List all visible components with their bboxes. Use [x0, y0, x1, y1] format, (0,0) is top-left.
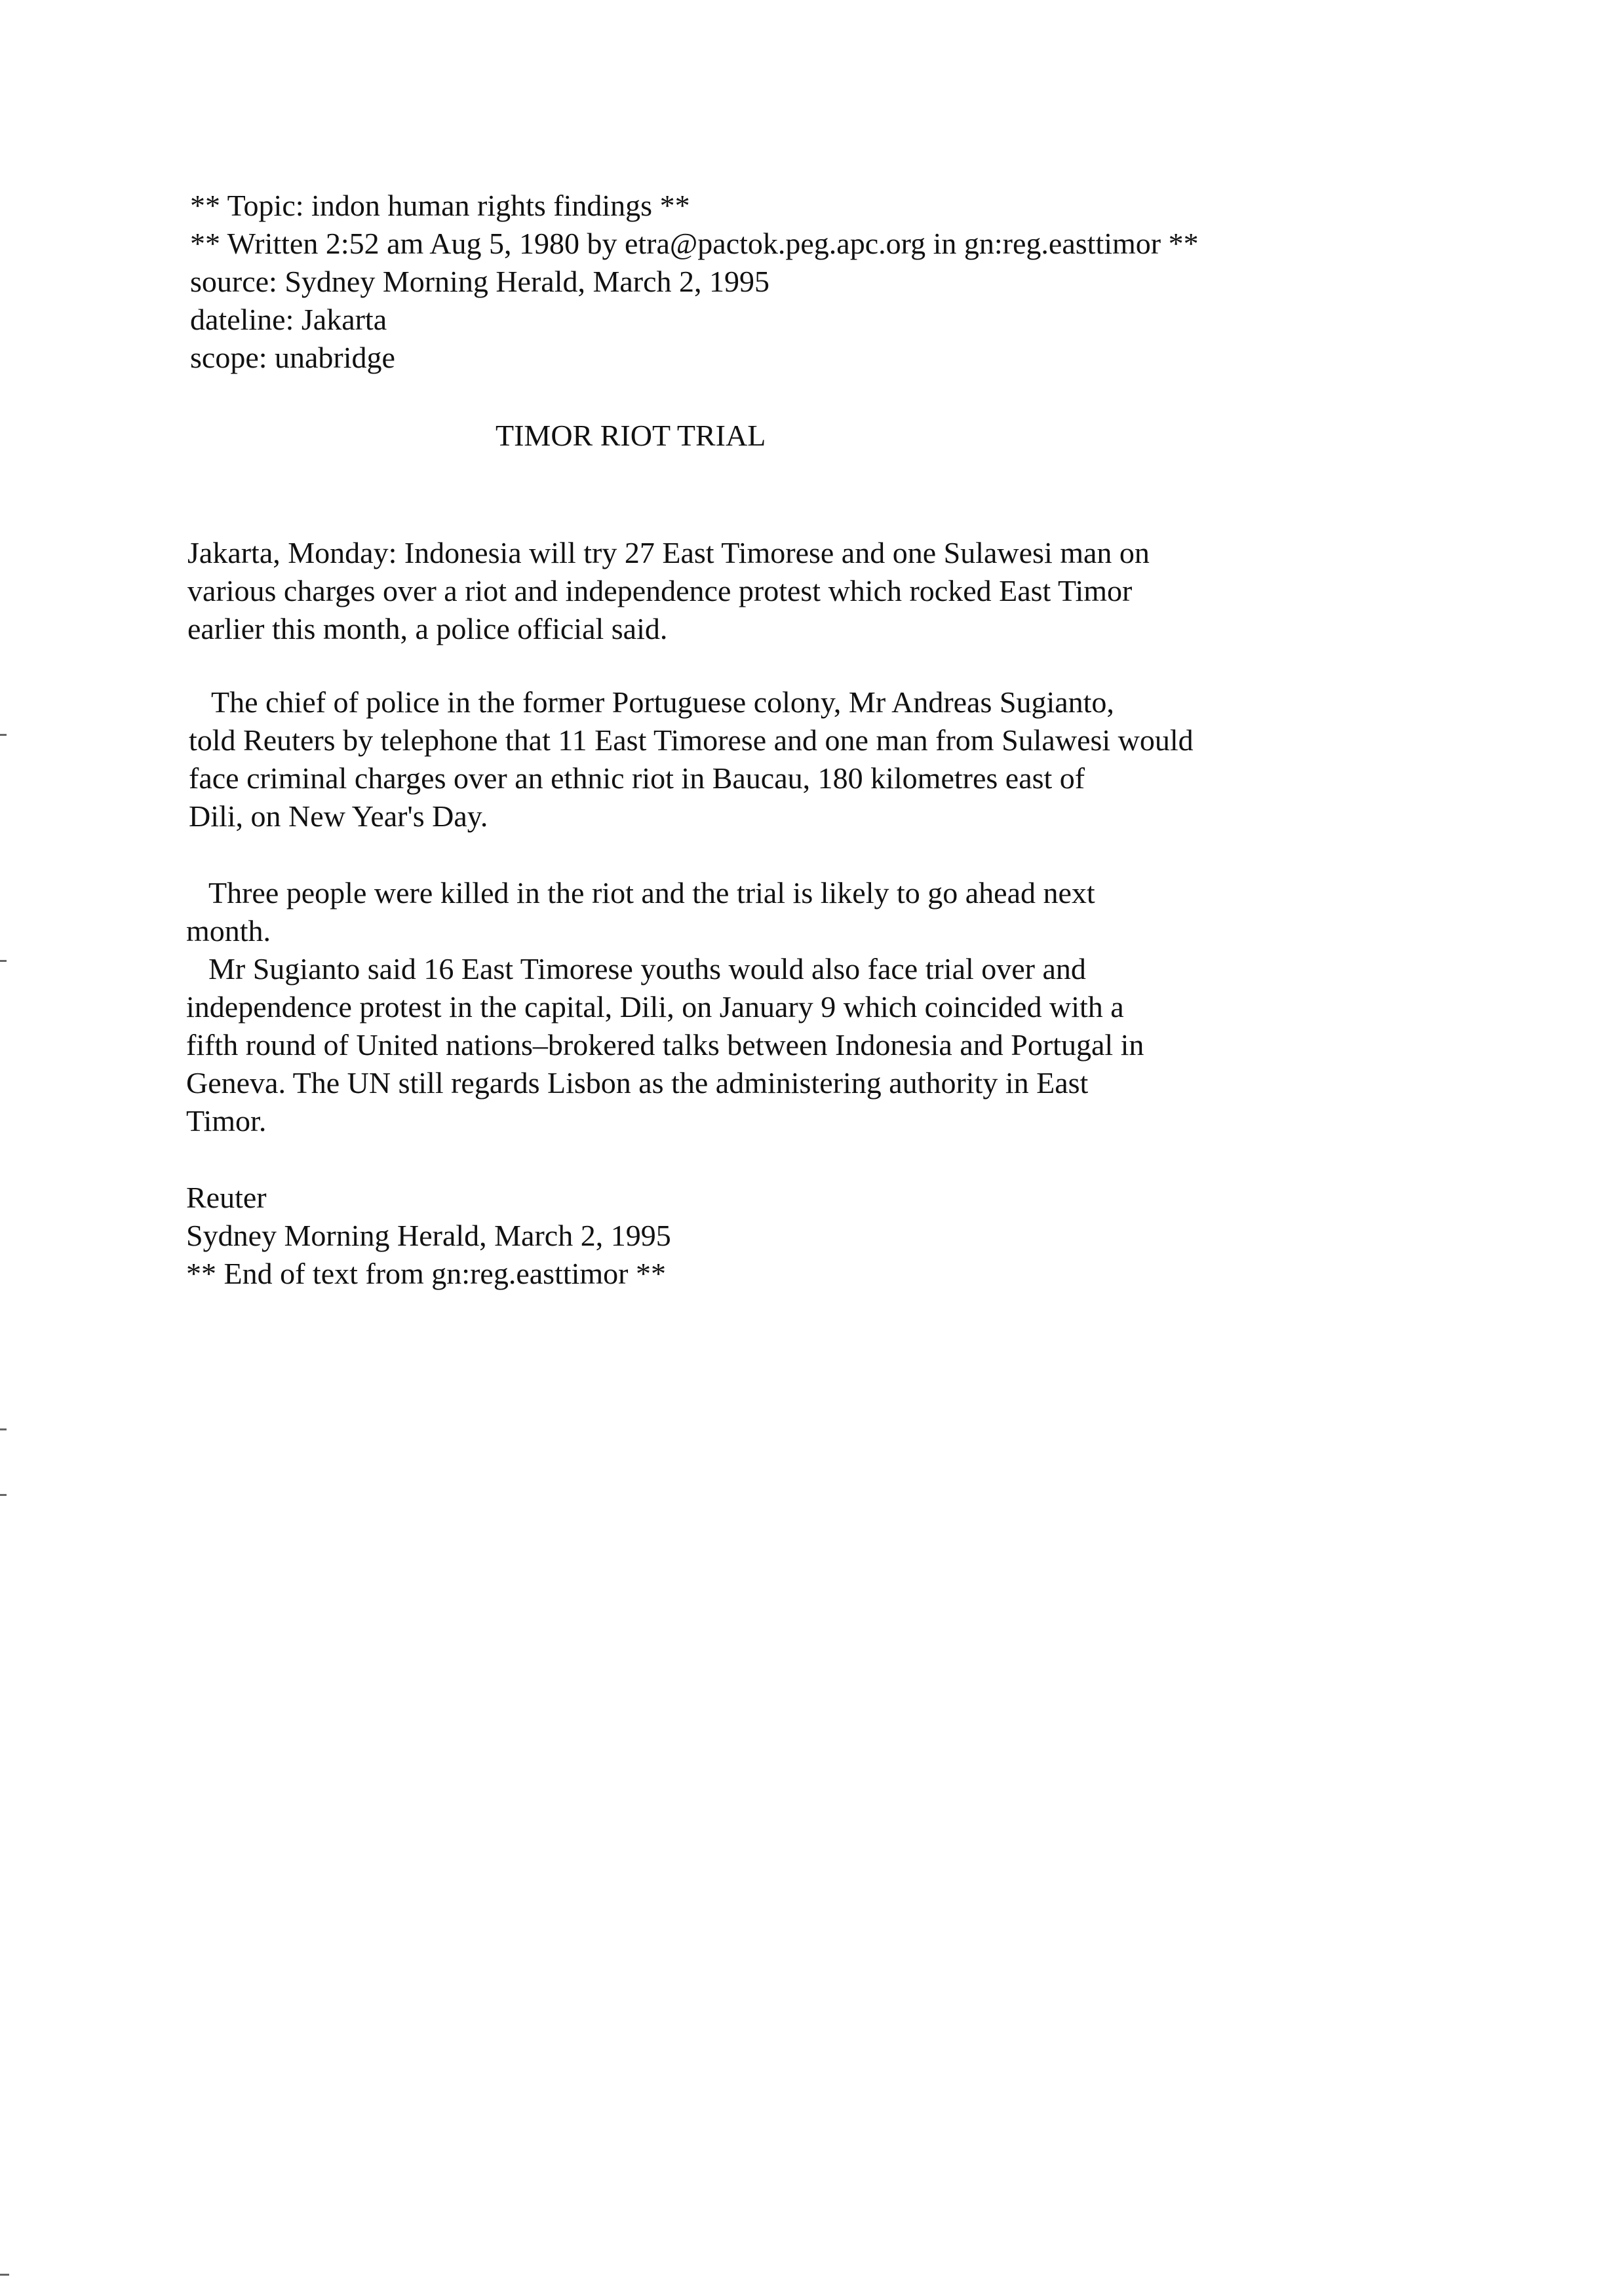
paragraph-line: various charges over a riot and independence protest which rocked East Timor	[187, 574, 1133, 607]
agency-line: Reuter	[186, 1181, 267, 1214]
paragraph-2	[189, 683, 1194, 835]
paragraph-1	[187, 534, 1150, 648]
header-block	[190, 187, 1199, 377]
scope-line: scope: unabridge	[190, 341, 395, 374]
paragraph-line: Geneva. The UN still regards Lisbon as the administering authority in East	[186, 1066, 1089, 1100]
footer-block	[186, 1179, 671, 1293]
paragraph-line: earlier this month, a police official said.	[187, 612, 668, 645]
written-line: ** Written 2:52 am Aug 5, 1980 by etra@pactok.peg.apc.org in gn:reg.easttimor **	[190, 227, 1199, 260]
topic-line: ** Topic: indon human rights findings **	[190, 189, 690, 222]
scan-edge-mark	[0, 960, 7, 962]
paragraph-line: Three people were killed in the riot and the trial is likely to go ahead next	[208, 876, 1095, 909]
paragraph-3	[186, 874, 1095, 950]
paragraph-line: Mr Sugianto said 16 East Timorese youths would also face trial over and	[208, 952, 1086, 985]
paragraph-line: face criminal charges over an ethnic riot in Baucau, 180 kilometres east of	[189, 761, 1085, 795]
scan-edge-mark	[0, 1428, 7, 1430]
paragraph-line: fifth round of United nations–brokered talks between Indonesia and Portugal in	[186, 1028, 1144, 1062]
dateline-line: dateline: Jakarta	[190, 303, 387, 336]
scan-edge-mark	[0, 734, 7, 736]
paragraph-line: The chief of police in the former Portuguese colony, Mr Andreas Sugianto,	[211, 685, 1114, 719]
paragraph-line: month.	[186, 914, 271, 947]
paragraph-4	[186, 950, 1144, 1140]
paragraph-line: Timor.	[186, 1104, 267, 1138]
article-title: TIMOR RIOT TRIAL	[496, 419, 766, 452]
scan-edge-mark	[0, 2274, 9, 2276]
paragraph-line: independence protest in the capital, Dili, on January 9 which coincided with a	[186, 990, 1124, 1024]
scan-edge-mark	[0, 1494, 7, 1496]
paragraph-line: Jakarta, Monday: Indonesia will try 27 East Timorese and one Sulawesi man on	[187, 536, 1150, 569]
paragraph-line: told Reuters by telephone that 11 East Timorese and one man from Sulawesi would	[189, 723, 1194, 757]
publication-line: Sydney Morning Herald, March 2, 1995	[186, 1219, 671, 1252]
source-line: source: Sydney Morning Herald, March 2, 1995	[190, 265, 770, 298]
end-line: ** End of text from gn:reg.easttimor **	[186, 1257, 667, 1290]
paragraph-line: Dili, on New Year's Day.	[189, 799, 488, 833]
